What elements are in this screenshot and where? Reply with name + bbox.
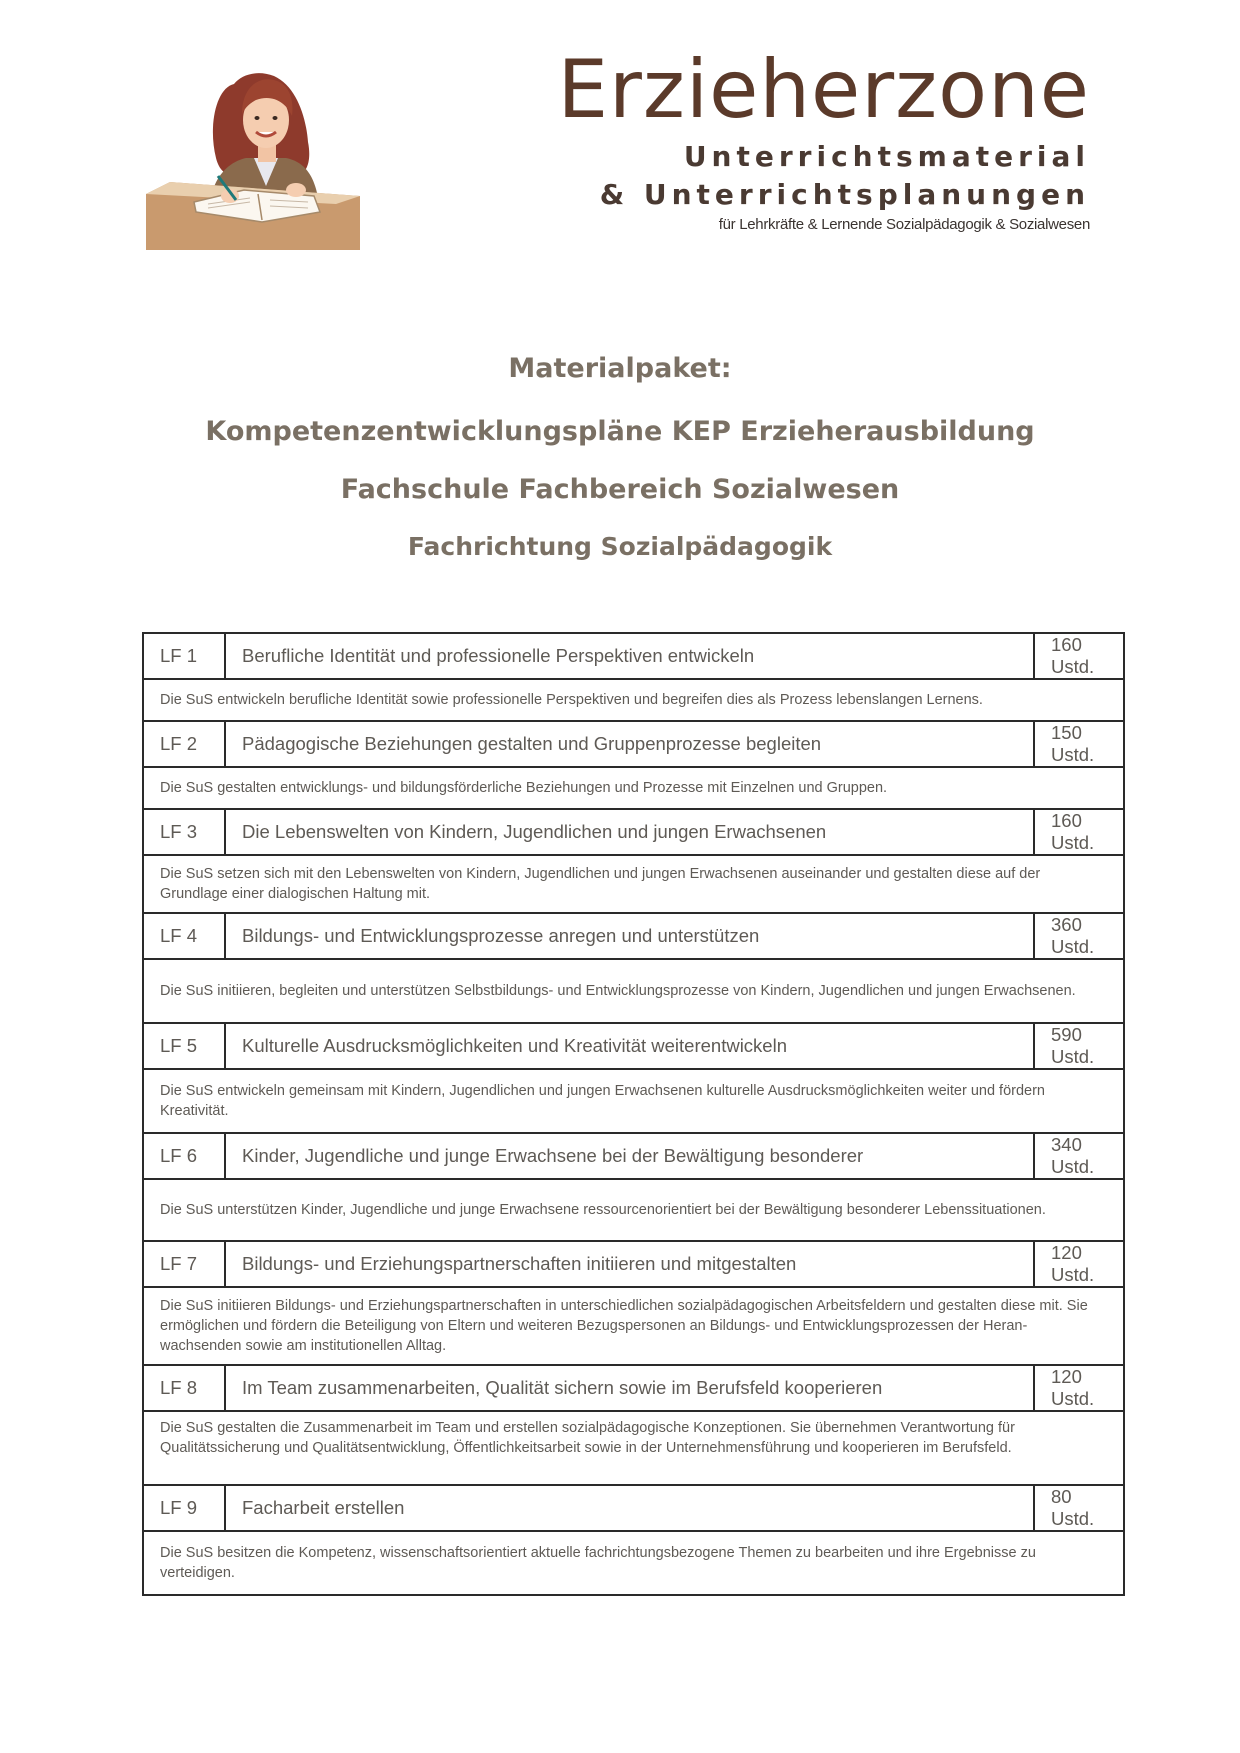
heading-material-package: Materialpaket: [508, 353, 732, 384]
lf-description: Die SuS entwickeln berufliche Identität sowie professionelle Perspektiven und begreifen dies als Prozess lebenslangen Lernens. [143, 679, 1124, 721]
table-row [143, 1287, 1124, 1365]
lf-id: LF 5 [143, 1023, 225, 1069]
heading-field: Fachrichtung Sozialpädagogik [407, 532, 833, 561]
lf-id: LF 1 [143, 633, 225, 679]
teacher-illustration [146, 66, 360, 250]
lf-description: Die SuS initiieren Bildungs- und Erziehungspartnerschaften in unterschiedlichen sozialpädagogischen Arbeitsfeldern und gestalten diese mit. Sie ermöglichen und fördern die Beteiligung von Eltern und weiteren Bezugspersonen an Bildungs- und Entwicklungsprozessen der Heran-wachsenden sowie am institutionellen Alltag. [143, 1287, 1124, 1365]
lf-hours: 590 Ustd. [1034, 1023, 1124, 1069]
table-row [143, 959, 1124, 1023]
table-row [143, 1023, 1124, 1069]
lf-id: LF 8 [143, 1365, 225, 1411]
lf-id: LF 6 [143, 1133, 225, 1179]
brand-subtitle-1: Unterrichtsmaterial [683, 140, 1090, 173]
table-row [143, 1411, 1124, 1485]
lf-description: Die SuS entwickeln gemeinsam mit Kindern, Jugendlichen und jungen Erwachsenen kulturelle Ausdrucksmöglichkeiten weiter und fördern Kreativität. [143, 1069, 1124, 1133]
brand-subtitle-2: & Unterrichtsplanungen [599, 178, 1090, 211]
table-row [143, 1133, 1124, 1179]
brand-title: Erzieherzone [557, 43, 1090, 136]
lf-description: Die SuS setzen sich mit den Lebenswelten von Kindern, Jugendlichen und jungen Erwachsenen auseinander und gestalten diese auf der Grundlage einer dialogischen Haltung mit. [143, 855, 1124, 913]
lf-description: Die SuS unterstützen Kinder, Jugendliche und junge Erwachsene ressourcenorientiert bei der Bewältigung besonderer Lebenssituationen. [143, 1179, 1124, 1241]
lf-hours: 80 Ustd. [1034, 1485, 1124, 1531]
lf-title: Bildungs- und Entwicklungsprozesse anregen und unterstützen [225, 913, 1034, 959]
table-row [143, 767, 1124, 809]
lf-title: Berufliche Identität und professionelle Perspektiven entwickeln [225, 633, 1034, 679]
heading-school: Fachschule Fachbereich Sozialwesen [340, 474, 900, 505]
lf-id: LF 2 [143, 721, 225, 767]
heading-kep: Kompetenzentwicklungspläne KEP Erzieherausbildung [205, 416, 1035, 447]
brand-tagline: für Lehrkräfte & Lernende Sozialpädagogik & Sozialwesen [718, 216, 1090, 233]
lf-hours: 120 Ustd. [1034, 1365, 1124, 1411]
table-row [143, 1485, 1124, 1531]
lf-description: Die SuS gestalten entwicklungs- und bildungsförderliche Beziehungen und Prozesse mit Einzelnen und Gruppen. [143, 767, 1124, 809]
lf-id: LF 4 [143, 913, 225, 959]
learning-fields-table [142, 632, 1125, 1596]
lf-description: Die SuS initiieren, begleiten und unterstützen Selbstbildungs- und Entwicklungsprozesse von Kindern, Jugendlichen und jungen Erwachsenen. [143, 959, 1124, 1023]
lf-id: LF 7 [143, 1241, 225, 1287]
lf-id: LF 3 [143, 809, 225, 855]
lf-title: Im Team zusammenarbeiten, Qualität sichern sowie im Berufsfeld kooperieren [225, 1365, 1034, 1411]
lf-description: Die SuS gestalten die Zusammenarbeit im Team und erstellen sozialpädagogische Konzeptionen. Sie übernehmen Verantwortung für Qualitätssicherung und Qualitätsentwicklung, Öffentlichkeitsarbeit sowie in der Unternehmensführung und kooperieren im Berufsfeld. [143, 1411, 1124, 1485]
lf-title: Pädagogische Beziehungen gestalten und Gruppenprozesse begleiten [225, 721, 1034, 767]
lf-description: Die SuS besitzen die Kompetenz, wissenschaftsorientiert aktuelle fachrichtungsbezogene Themen zu bearbeiten und ihre Ergebnisse zu verteidigen. [143, 1531, 1124, 1595]
lf-title: Facharbeit erstellen [225, 1485, 1034, 1531]
table-row [143, 913, 1124, 959]
table-row [143, 1241, 1124, 1287]
lf-title: Kulturelle Ausdrucksmöglichkeiten und Kreativität weiterentwickeln [225, 1023, 1034, 1069]
table-row [143, 679, 1124, 721]
table-row [143, 721, 1124, 767]
table-row [143, 1069, 1124, 1133]
lf-hours: 160 Ustd. [1034, 633, 1124, 679]
lf-id: LF 9 [143, 1485, 225, 1531]
table-row [143, 1531, 1124, 1595]
lf-title: Die Lebenswelten von Kindern, Jugendlichen und jungen Erwachsenen [225, 809, 1034, 855]
table-row [143, 1179, 1124, 1241]
lf-hours: 360 Ustd. [1034, 913, 1124, 959]
table-row [143, 633, 1124, 679]
lf-hours: 150 Ustd. [1034, 721, 1124, 767]
lf-hours: 120 Ustd. [1034, 1241, 1124, 1287]
table-row [143, 1365, 1124, 1411]
document-headings [0, 345, 1240, 575]
lf-title: Bildungs- und Erziehungspartnerschaften initiieren und mitgestalten [225, 1241, 1034, 1287]
lf-title: Kinder, Jugendliche und junge Erwachsene bei der Bewältigung besonderer [225, 1133, 1034, 1179]
lf-hours: 340 Ustd. [1034, 1133, 1124, 1179]
table-row [143, 855, 1124, 913]
lf-hours: 160 Ustd. [1034, 809, 1124, 855]
table-row [143, 809, 1124, 855]
brand-header [557, 42, 1090, 233]
